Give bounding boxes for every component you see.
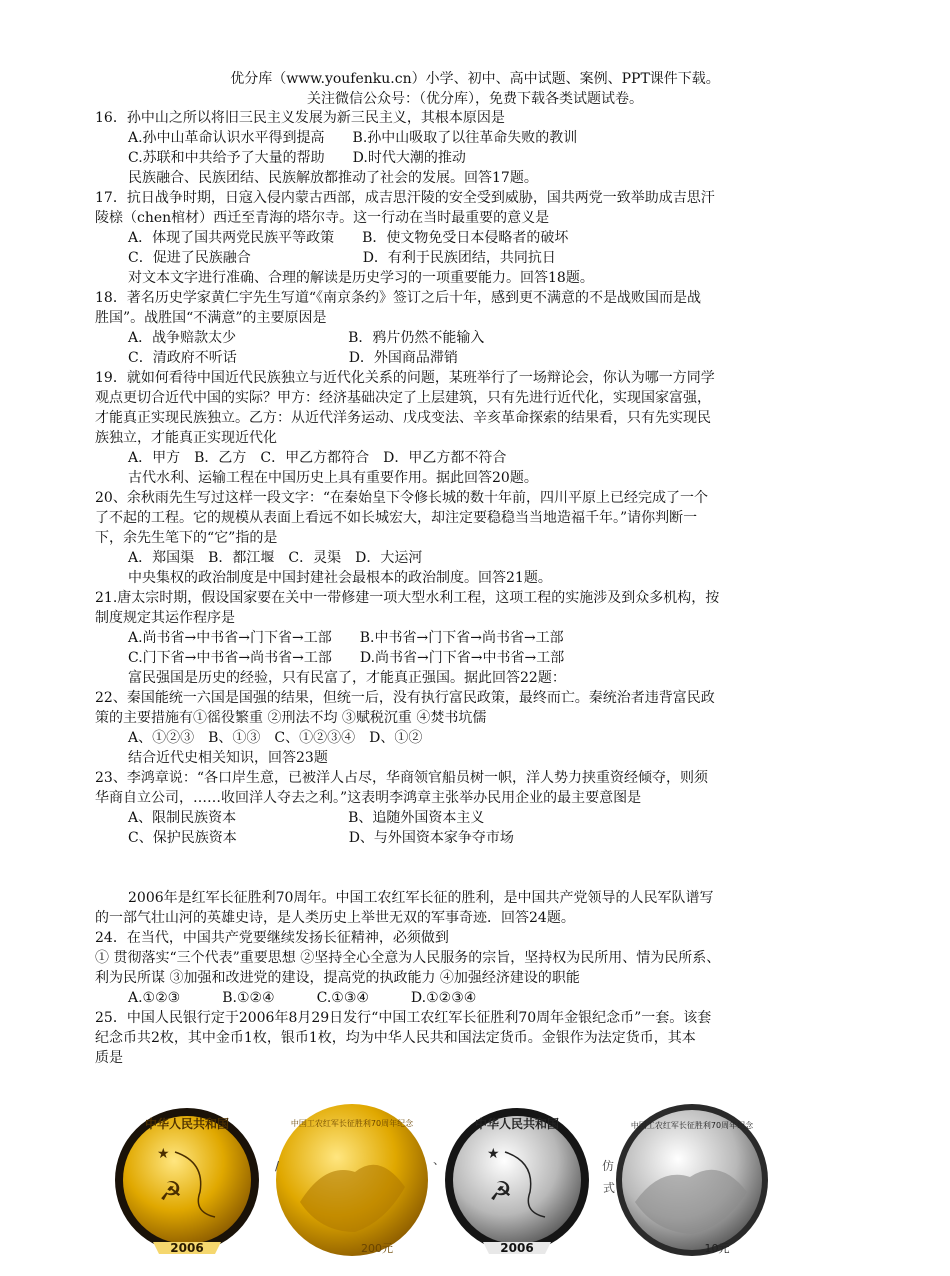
q16-options-cd: C.苏联和中共给予了大量的帮助 D.时代大潮的推动 [128,150,466,166]
header-line-1: 优分库（www.youfenku.cn）小学、初中、高中试题、案例、PPT课件下载。 [230,71,720,87]
q24-intro-1: 2006年是红军长征胜利70周年。中国工农红军长征的胜利，是中国共产党领导的人民军队谱写 [128,890,714,906]
q17-intro: 民族融合、民族团结、民族解放都推动了社会的发展。回答17题。 [128,170,538,186]
q22-options: A、①②③ B、①③ C、①②③④ D、①② [128,730,423,746]
q19-stem-3: 才能真正实现民族独立。乙方：从近代洋务运动、戊戌变法、辛亥革命探索的结果看，只有先实现民 [95,410,711,426]
gold-front-legend: 中华人民共和国 [144,1117,230,1131]
q24-options: A.①②③ B.①②④ C.①③④ D.①②③④ [128,990,477,1006]
q21-stem-1: 21.唐太宗时期，假设国家要在关中一带修建一项大型水利工程，这项工程的实施涉及到众多机构，按 [95,590,720,606]
q21-intro: 中央集权的政治制度是中国封建社会最根本的政治制度。回答21题。 [128,570,552,586]
silver-coin-front [445,1108,589,1255]
silver-coin-back [616,1104,768,1256]
star-icon: ★ [487,1146,500,1162]
q18-options-ab: A．战争赔款太少 B．鸦片仍然不能输入 [128,330,485,346]
q17-stem-2: 陵榇（chen棺材）西迁至青海的塔尔寺。这一行动在当时最重要的意义是 [95,210,550,226]
header-line-2: 关注微信公众号：（优分库），免费下载各类试题试卷。 [307,91,643,107]
q18-stem-1: 18．著名历史学家黄仁宇先生写道“《南京条约》签订之后十年，感到更不满意的不是战败国而是战 [95,290,701,306]
q24-stem: 24．在当代，中国共产党要继续发扬长征精神，必须做到 [95,930,449,946]
q19-options: A．甲方 B．乙方 C．甲乙方都符合 D．甲乙方都不符合 [128,450,507,466]
side-mark-1: / [275,1159,280,1173]
q23-intro: 结合近代史相关知识，回答23题 [128,750,328,766]
q20-intro: 古代水利、运输工程在中国历史上具有重要作用。据此回答20题。 [128,470,538,486]
q19-stem-4: 族独立，才能真正实现近代化 [95,430,277,446]
q22-stem-1: 22、秦国能统一六国是国强的结果，但统一后，没有执行富民政策，最终而亡。秦统治者违背富民政 [95,690,715,706]
q23-options-ab: A、限制民族资本 B、追随外国资本主义 [128,810,485,826]
gold-front-year: 2006 [170,1241,204,1255]
q19-stem-2: 观点更切合近代中国的实际？甲方：经济基础决定了上层建筑，只有先进行近代化，实现国家富强， [95,390,711,406]
q18-options-cd: C．清政府不听话 D．外国商品滞销 [128,350,458,366]
q21-options-ab: A.尚书省→中书省→门下省→工部 B.中书省→门下省→尚书省→工部 [128,630,564,646]
q24-statements-2: 利为民所谋 ③加强和改进党的建设，提高党的执政能力 ④加强经济建设的职能 [95,970,580,986]
q17-options-cd: C．促进了民族融合 D．有利于民族团结，共同抗日 [128,250,556,266]
q19-stem-1: 19．就如何看待中国近代民族独立与近代化关系的问题，某班举行了一场辩论会，你认为哪一方同学 [95,370,715,386]
gold-back-legend: 中国工农红军长征胜利70周年纪念 [290,1119,414,1128]
q17-stem-1: 17．抗日战争时期，日寇入侵内蒙古西部，成吉思汗陵的安全受到威胁，国共两党一致举助成吉思汗 [95,190,715,206]
silver-back-legend: 中国工农红军长征胜利70周年纪念 [630,1121,754,1130]
q25-stem-1: 25．中国人民银行定于2006年8月29日发行“中国工农红军长征胜利70周年金银纪念币”一套。该套 [95,1010,712,1026]
q21-options-cd: C.门下省→中书省→尚书省→工部 D.尚书省→门下省→中书省→工部 [128,650,565,666]
q17-options-ab: A．体现了国共两党民族平等政策 B．使文物免受日本侵略者的破坏 [128,230,569,246]
hammer-sickle-icon: ☭ [489,1177,513,1207]
q22-intro: 富民强国是历史的经验，只有民富了，才能真正强国。据此回答22题： [128,670,566,686]
side-mark-2: 、 [433,1153,446,1167]
q20-stem-1: 20、余秋雨先生写过这样一段文字：“在秦始皇下令修长城的数十年前，四川平原上已经完成了一个 [95,490,708,506]
q25-stem-3: 质是 [95,1050,123,1066]
gold-back-denomination: 200元 [361,1242,393,1255]
q20-stem-3: 下，余先生笔下的“它”指的是 [95,530,278,546]
side-mark-3: 仿 [602,1159,615,1173]
commemorative-coins-image [115,1092,825,1272]
q21-stem-2: 制度规定其运作程序是 [95,610,235,626]
gold-coin-back [276,1104,428,1256]
q23-stem-1: 23、李鸿章说：“各口岸生意，已被洋人占尽，华商领官船员树一帜，洋人势力挟重资经倾夺，则须 [95,770,708,786]
q16-options-ab: A.孙中山革命认识水平得到提高 B.孙中山吸取了以往革命失败的教训 [128,130,578,146]
gold-coin-front [115,1108,259,1255]
side-mark-4: 式 [603,1181,616,1195]
silver-front-year: 2006 [500,1241,534,1255]
q24-intro-2: 的一部气壮山河的英雄史诗，是人类历史上举世无双的军事奇迹．回答24题。 [95,910,575,926]
silver-front-legend: 中华人民共和国 [474,1117,560,1131]
star-icon: ★ [157,1146,170,1162]
q22-stem-2: 策的主要措施有①徭役繁重 ②刑法不均 ③赋税沉重 ④焚书坑儒 [95,710,487,726]
q25-stem-2: 纪念币共2枚，其中金币1枚，银币1枚，均为中华人民共和国法定货币。金银作为法定货币，其本 [95,1030,696,1046]
q16-stem: 16．孙中山之所以将旧三民主义发展为新三民主义，其根本原因是 [95,110,505,126]
q18-intro: 对文本文字进行准确、合理的解读是历史学习的一项重要能力。回答18题。 [128,270,594,286]
q20-options: A．郑国渠 B．都江堰 C．灵渠 D．大运河 [128,550,423,566]
q23-options-cd: C、保护民族资本 D、与外国资本家争夺市场 [128,830,514,846]
hammer-sickle-icon: ☭ [159,1177,183,1207]
q23-stem-2: 华商自立公司，……收回洋人夺去之利。”这表明李鸿章主张举办民用企业的最主要意图是 [95,790,642,806]
q20-stem-2: 了不起的工程。它的规模从表面上看远不如长城宏大，却注定要稳稳当当地造福千年。”请你判断一 [95,510,698,526]
q24-statements-1: ① 贯彻落实“三个代表”重要思想 ②坚持全心全意为人民服务的宗旨，坚持权为民所用、情为民所系、 [95,950,721,966]
q18-stem-2: 胜国”。战胜国“不满意”的主要原因是 [95,310,327,326]
silver-back-denomination: 10元 [704,1242,730,1255]
